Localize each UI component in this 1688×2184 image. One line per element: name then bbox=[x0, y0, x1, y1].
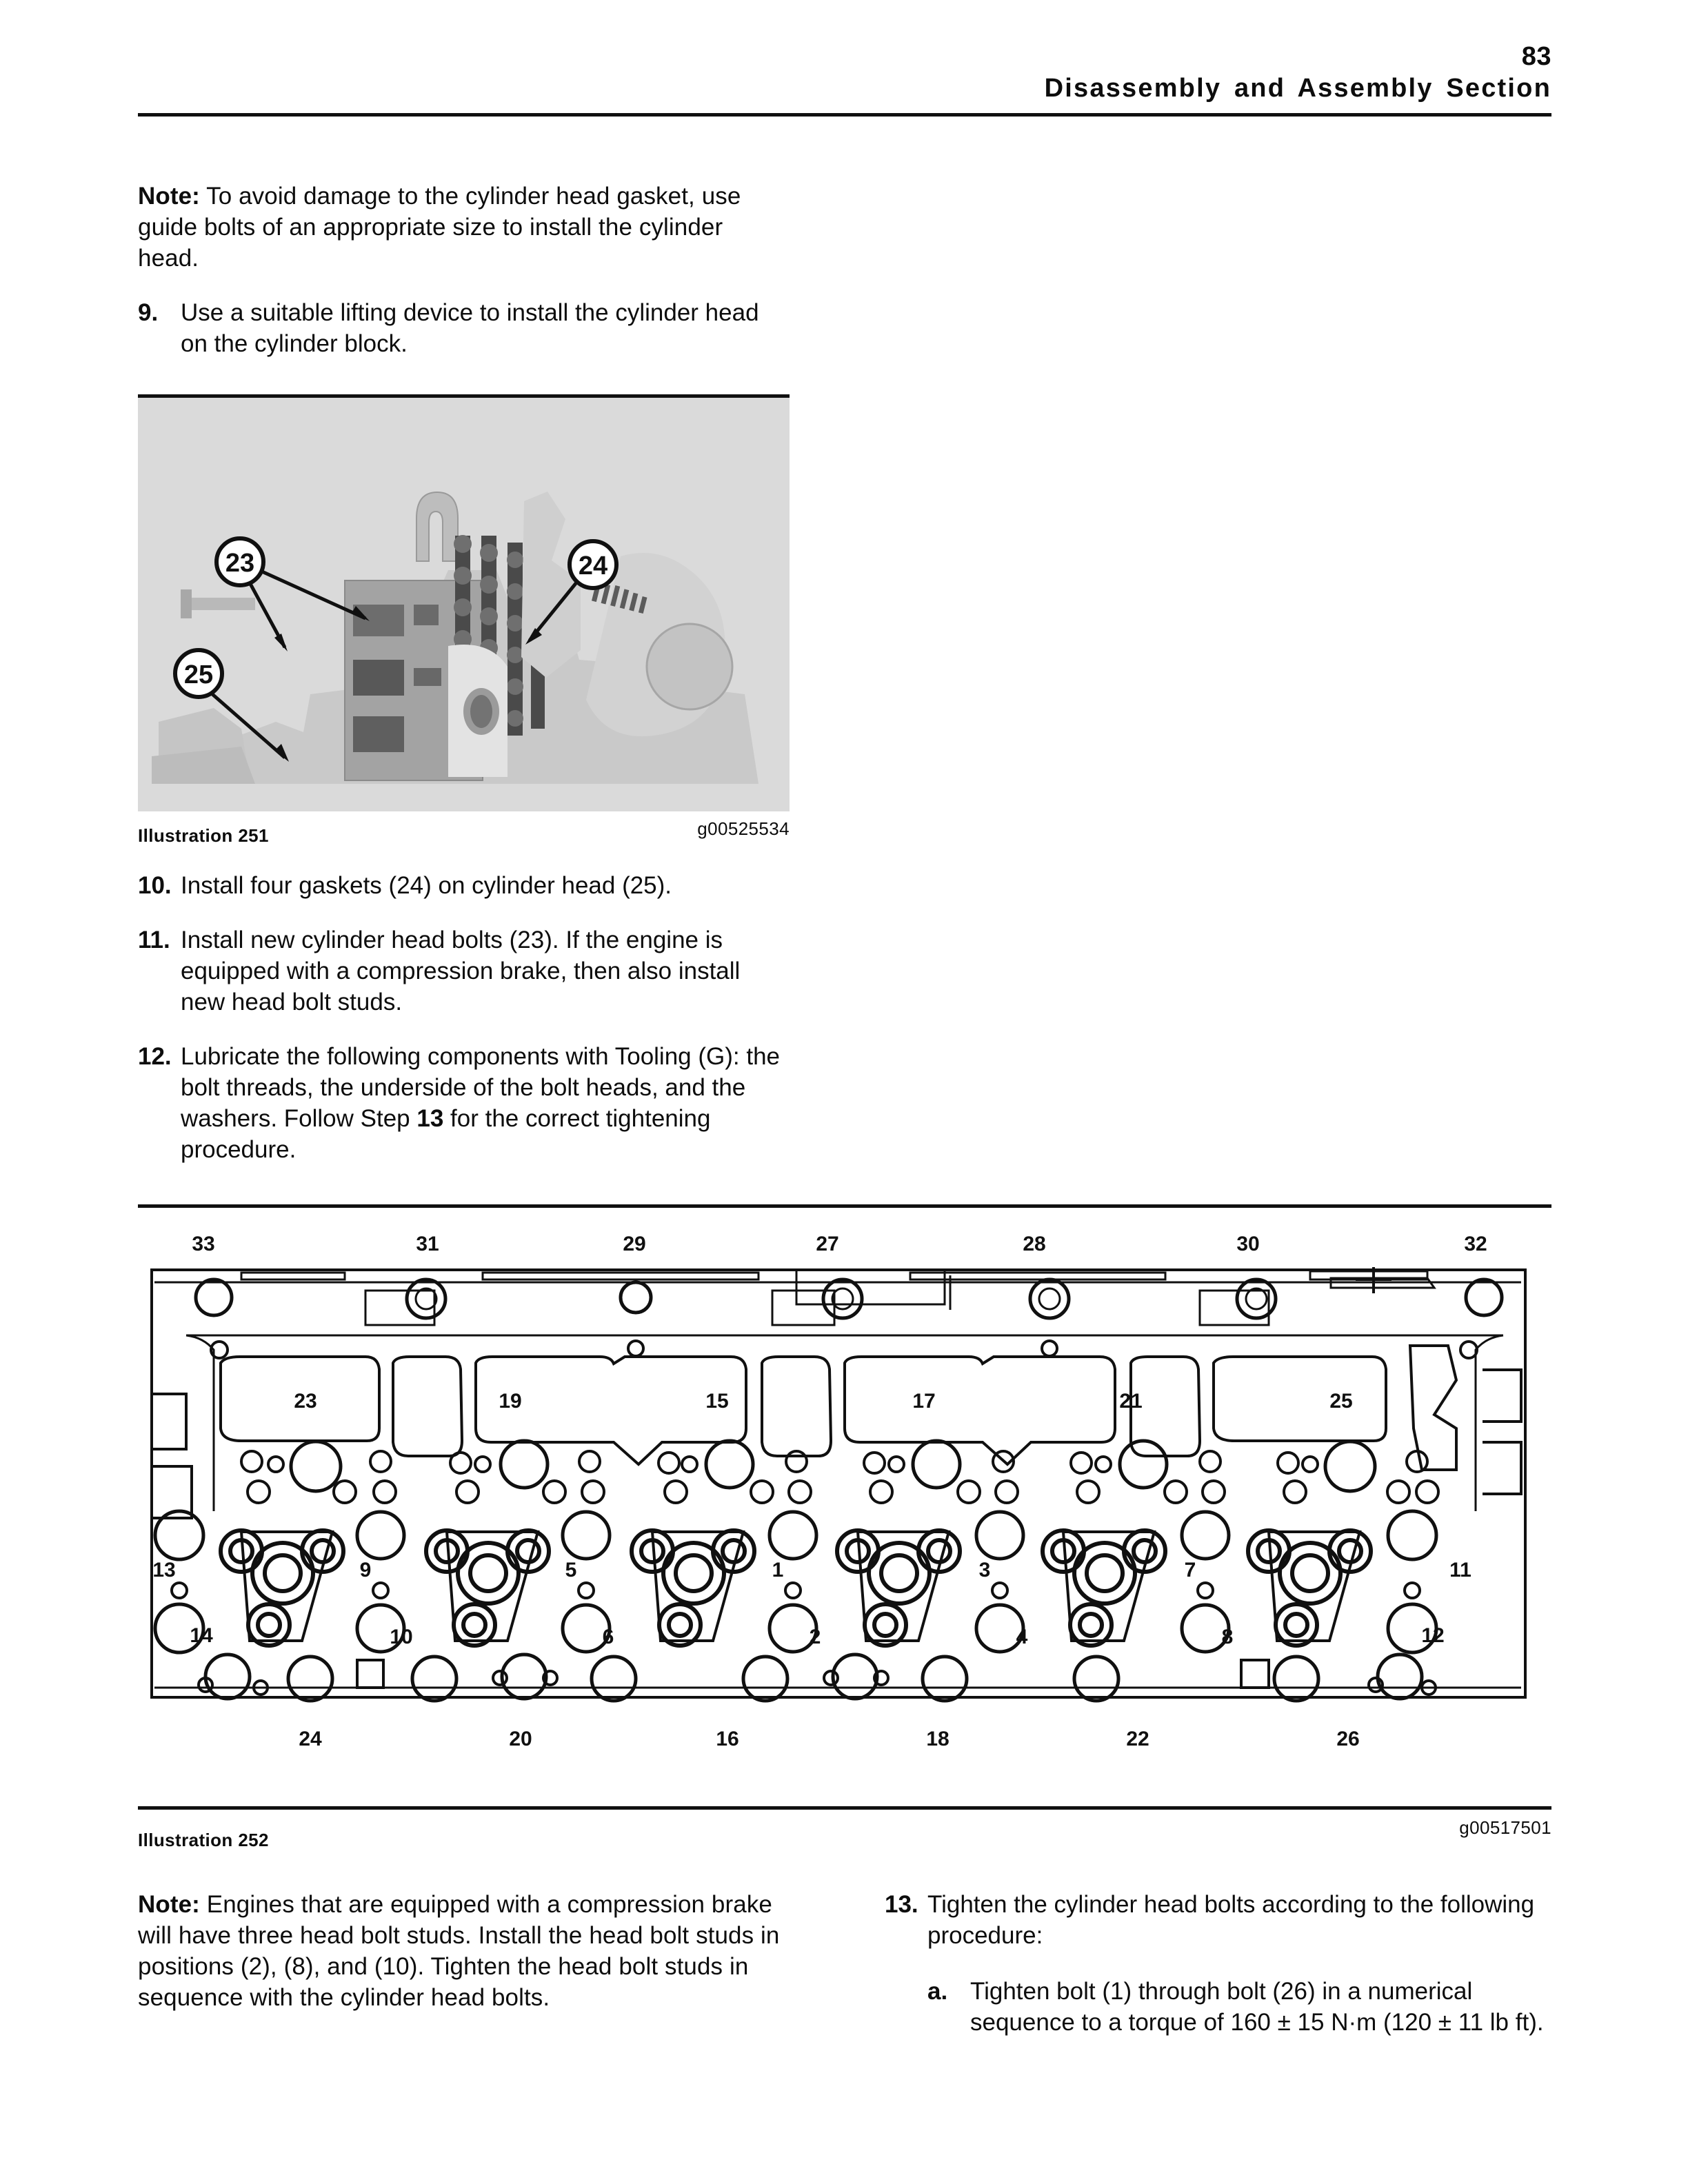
step-12-number: 12. bbox=[138, 1043, 172, 1070]
step-12-text-b: for the correct tightening procedure. bbox=[181, 1105, 711, 1163]
note-1 bbox=[138, 181, 790, 274]
bottom-right-column bbox=[885, 1889, 1550, 2061]
diagram-label-19: 19 bbox=[499, 1390, 522, 1413]
step-10-text: Install four gaskets (24) on cylinder head (25). bbox=[181, 872, 672, 899]
diagram-label-13: 13 bbox=[152, 1559, 176, 1581]
illustration-251-figure bbox=[138, 394, 790, 857]
step-13-number: 13. bbox=[885, 1891, 918, 1918]
header-divider bbox=[138, 113, 1551, 117]
illustration-251-label: Illustration 251 bbox=[138, 825, 269, 846]
diagram-label-24: 24 bbox=[299, 1728, 322, 1750]
illustration-252-top-rule bbox=[138, 1204, 1551, 1208]
diagram-label-17: 17 bbox=[912, 1390, 936, 1413]
diagram-label-14: 14 bbox=[190, 1624, 213, 1647]
step-13-text: Tighten the cylinder head bolts according to the following procedure: bbox=[927, 1891, 1535, 1949]
diagram-label-22: 22 bbox=[1126, 1728, 1149, 1750]
diagram-label-16: 16 bbox=[716, 1728, 739, 1750]
step-11-number: 11. bbox=[138, 927, 170, 953]
diagram-label-30b: 30 bbox=[1236, 1233, 1260, 1255]
diagram-label-11: 11 bbox=[1449, 1559, 1471, 1581]
svg-text:25: 25 bbox=[183, 660, 214, 689]
diagram-label-21: 21 bbox=[1119, 1390, 1143, 1413]
illustration-251-caption bbox=[138, 816, 790, 857]
illustration-252-caption bbox=[138, 1817, 1551, 1859]
illustration-252-graphic-id: g00517501 bbox=[1459, 1817, 1551, 1838]
page-header bbox=[138, 41, 1551, 105]
diagram-label-8: 8 bbox=[1221, 1626, 1234, 1648]
svg-text:23: 23 bbox=[225, 549, 255, 578]
step-9-number: 9. bbox=[138, 299, 159, 326]
illustration-251-photo bbox=[138, 398, 790, 811]
diagram-label-23: 23 bbox=[294, 1390, 317, 1413]
step-10 bbox=[138, 870, 790, 901]
section-title: Disassembly and Assembly Section bbox=[1044, 74, 1551, 103]
note-2-text: Engines that are equipped with a compression brake will have three head bolt studs. Install the head bolt studs in positions (2), (8), and (10). Tighten the head bolt studs in sequence with the cylinder head bolts. bbox=[138, 1891, 780, 2011]
step-12 bbox=[138, 1041, 790, 1165]
diagram-label-12: 12 bbox=[1421, 1624, 1445, 1647]
step-13a-text: Tighten bolt (1) through bolt (26) in a numerical sequence to a torque of 160 ± 15 N·m (120 ± 11 lb ft). bbox=[970, 1978, 1544, 2036]
step-12-ref: 13 bbox=[416, 1105, 444, 1132]
illustration-252-bottom-rule bbox=[138, 1806, 1551, 1810]
note-1-label: Note: bbox=[138, 183, 200, 210]
left-column-top bbox=[138, 181, 790, 383]
step-11-text: Install new cylinder head bolts (23). If the engine is equipped with a compression brake, then also install new head bolt studs. bbox=[181, 927, 741, 1015]
diagram-label-9: 9 bbox=[359, 1559, 372, 1581]
illustration-252-diagram bbox=[138, 1222, 1551, 1759]
note-1-text: To avoid damage to the cylinder head gasket, use guide bolts of an appropriate size to install the cylinder head. bbox=[138, 183, 741, 272]
step-13a bbox=[885, 1976, 1550, 2038]
diagram-label-5: 5 bbox=[565, 1559, 577, 1581]
step-12-text-a: Lubricate the following components with Tooling (G): the bolt threads, the underside of the bolt heads, and the washers. Follow Step bbox=[181, 1043, 781, 1132]
diagram-label-29: 29 bbox=[623, 1233, 646, 1255]
step-13a-number: a. bbox=[927, 1978, 948, 2005]
illustration-252-label: Illustration 252 bbox=[138, 1830, 269, 1850]
diagram-label-3: 3 bbox=[978, 1559, 991, 1581]
diagram-label-27: 27 bbox=[816, 1233, 839, 1255]
step-13 bbox=[885, 1889, 1550, 1951]
bottom-left-column bbox=[138, 1889, 790, 2036]
diagram-label-25: 25 bbox=[1329, 1390, 1353, 1413]
diagram-label-1: 1 bbox=[772, 1559, 784, 1581]
illustration-251-graphic-id: g00525534 bbox=[697, 818, 790, 839]
left-column-steps bbox=[138, 870, 790, 1189]
svg-text:24: 24 bbox=[578, 552, 608, 580]
diagram-label-26: 26 bbox=[1336, 1728, 1360, 1750]
diagram-label-20: 20 bbox=[509, 1728, 532, 1750]
diagram-label-31: 31 bbox=[416, 1233, 439, 1255]
step-9-text: Use a suitable lifting device to install the cylinder head on the cylinder block. bbox=[181, 299, 759, 357]
diagram-label-2: 2 bbox=[809, 1626, 821, 1648]
diagram-label-28: 28 bbox=[1023, 1233, 1046, 1255]
note-2-label: Note: bbox=[138, 1891, 200, 1918]
step-9 bbox=[138, 297, 790, 359]
page-number: 83 bbox=[1521, 42, 1551, 71]
step-10-number: 10. bbox=[138, 872, 172, 899]
diagram-label-6: 6 bbox=[602, 1626, 614, 1648]
diagram-label-15: 15 bbox=[705, 1390, 729, 1413]
note-2 bbox=[138, 1889, 790, 2013]
diagram-label-32: 32 bbox=[1464, 1233, 1487, 1255]
diagram-label-18: 18 bbox=[926, 1728, 950, 1750]
diagram-label-4: 4 bbox=[1016, 1626, 1028, 1648]
step-11 bbox=[138, 924, 790, 1018]
diagram-label-10: 10 bbox=[390, 1626, 413, 1648]
diagram-label-7: 7 bbox=[1184, 1559, 1196, 1581]
diagram-label-33: 33 bbox=[192, 1233, 215, 1255]
